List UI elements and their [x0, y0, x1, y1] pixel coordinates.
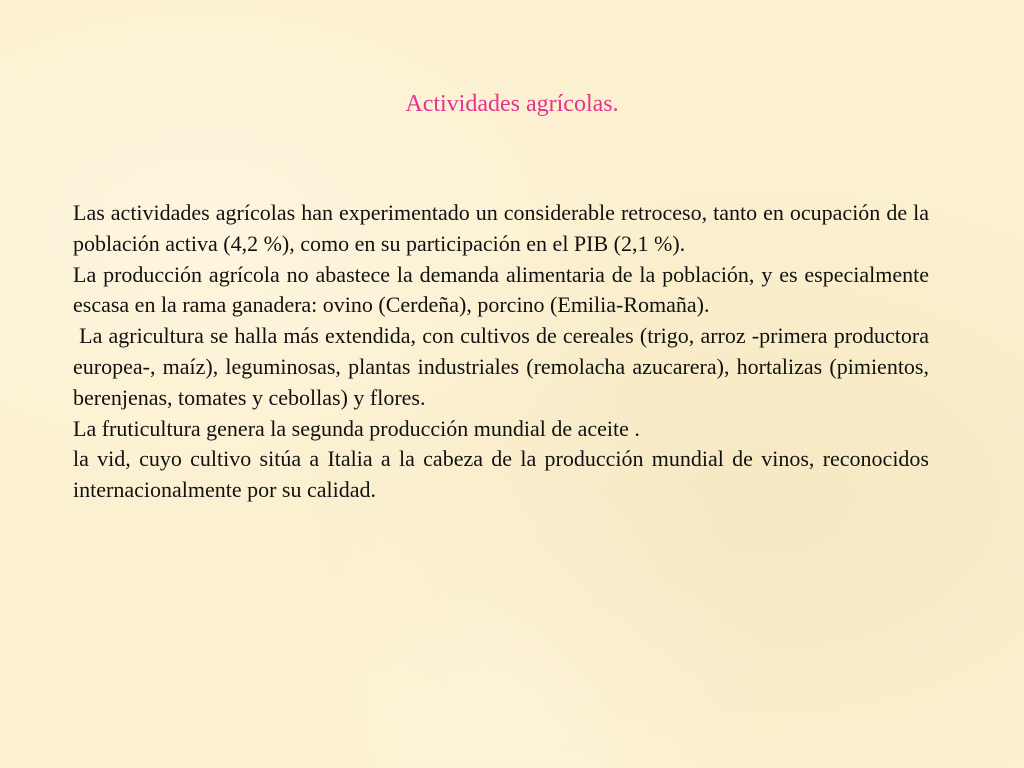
paragraph-2: La producción agrícola no abastece la demanda alimentaria de la población, y es especialmente escasa en la rama ganadera: ovino (Cerdeña), porcino (Emilia-Romaña).	[73, 261, 929, 318]
paragraph-5: la vid, cuyo cultivo sitúa a Italia a la cabeza de la producción mundial de vinos, reconocidos internacionalmente por su calidad.	[73, 446, 929, 503]
slide-body	[73, 198, 935, 506]
paragraph-1: Las actividades agrícolas han experimentado un considerable retroceso, tanto en ocupación de la población activa (4,2 %), como en su participación en el PIB (2,1 %).	[73, 200, 929, 256]
slide-title: Actividades agrícolas.	[405, 91, 619, 117]
paragraph-4: La fruticultura genera la segunda producción mundial de aceite .	[73, 415, 640, 441]
paragraph-3: La agricultura se halla más extendida, con cultivos de cereales (trigo, arroz -primera productora europea-, maíz), leguminosas, plantas industriales (remolacha azucarera), hortalizas (pimientos, berenjenas, tomates y cebollas) y flores.	[73, 323, 935, 410]
